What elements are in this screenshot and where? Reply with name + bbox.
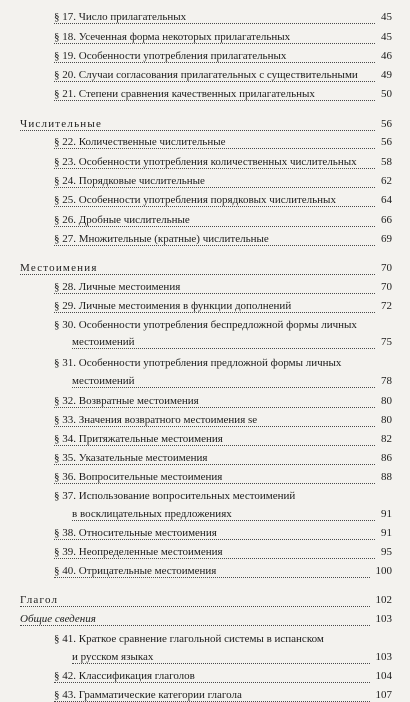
toc-entry-label: § 36. Вопросительные местоимения: [54, 471, 223, 483]
toc-leader-line: [54, 452, 375, 465]
toc-entry-label: § 39. Неопределенные местоимения: [54, 546, 223, 558]
toc-leader-line: [54, 50, 375, 63]
toc-page-number: 49: [381, 69, 392, 81]
toc-leader-line: [54, 175, 375, 188]
toc-leader-line: [54, 11, 375, 24]
toc-entry-label: § 25. Особенности употребления порядковых числительных: [54, 194, 336, 206]
toc-page-number: 70: [381, 281, 392, 293]
toc-page-number: 58: [381, 156, 392, 168]
toc-subsection-title: Общие сведения: [20, 613, 96, 625]
toc-page-number: 69: [381, 233, 392, 245]
toc-section-title: Числительные: [20, 118, 103, 130]
toc-leader-line: [54, 281, 375, 294]
toc-leader-line: [54, 546, 375, 559]
toc-page-number: 70: [381, 262, 392, 274]
toc-entry-label: § 27. Множительные (кратные) числительные: [54, 233, 269, 245]
toc-page-number: 56: [381, 118, 392, 130]
toc-entry-label: § 31. Особенности употребления предложной формы личных: [54, 357, 342, 369]
toc-page-number: 102: [375, 594, 392, 606]
toc-entry-label: § 21. Степени сравнения качественных прилагательных: [54, 88, 315, 100]
toc-entry-label: § 23. Особенности употребления количественных числительных: [54, 156, 357, 168]
toc-page-number: 62: [381, 175, 392, 187]
toc-entry-label: § 42. Классификация глаголов: [54, 670, 195, 682]
toc-leader-line: [20, 594, 370, 607]
toc-page-number: 50: [381, 88, 392, 100]
toc-entry-label: § 34. Притяжательные местоимения: [54, 433, 223, 445]
toc-leader-line: [54, 395, 375, 408]
toc-leader-line: [54, 471, 375, 484]
toc-page-number: 75: [381, 336, 392, 348]
toc-leader-line: [54, 300, 375, 313]
toc-leader-line: [54, 156, 375, 169]
toc-leader-line: [20, 613, 370, 626]
toc-leader-line: [54, 414, 375, 427]
toc-page-number: 82: [381, 433, 392, 445]
toc-leader-line: [54, 136, 375, 149]
toc-leader-line: [54, 433, 375, 446]
toc-entry-label: § 43. Грамматические категории глагола: [54, 689, 242, 701]
toc-leader-line: [54, 194, 375, 207]
toc-page-number: 80: [381, 414, 392, 426]
toc-entry-label: § 19. Особенности употребления прилагательных: [54, 50, 287, 62]
toc-leader-line: [54, 670, 370, 683]
toc-page-number: 107: [375, 689, 392, 701]
toc-leader-line: [54, 88, 375, 101]
toc-entry-label: § 24. Порядковые числительные: [54, 175, 205, 187]
toc-section-title: Глагол: [20, 594, 59, 606]
toc-page-number: 80: [381, 395, 392, 407]
toc-leader-line: [20, 118, 375, 131]
toc-page-number: 104: [375, 670, 392, 682]
toc-entry-label: § 35. Указательные местоимения: [54, 452, 208, 464]
toc-entry-label: § 29. Личные местоимения в функции дополнений: [54, 300, 292, 312]
toc-page-number: 64: [381, 194, 392, 206]
toc-entry-label: § 33. Значения возвратного местоимения se: [54, 414, 258, 426]
toc-leader-line: [54, 214, 375, 227]
toc-page-number: 91: [381, 508, 392, 520]
toc-leader-line: [72, 375, 375, 388]
toc-entry-label: § 17. Число прилагательных: [54, 11, 187, 23]
toc-leader-line: [54, 233, 375, 246]
toc-entry-label: § 28. Личные местоимения: [54, 281, 181, 293]
toc-page-number: 46: [381, 50, 392, 62]
toc-entry-label: § 20. Случаи согласования прилагательных с существительными: [54, 69, 358, 81]
toc-page-number: 66: [381, 214, 392, 226]
toc-entry-label: в восклицательных предложениях: [72, 508, 232, 520]
toc-page-number: 45: [381, 31, 392, 43]
toc-page-number: 45: [381, 11, 392, 23]
toc-page-number: 78: [381, 375, 392, 387]
toc-entry-label: § 22. Количественные числительные: [54, 136, 226, 148]
toc-entry-label: § 26. Дробные числительные: [54, 214, 190, 226]
toc-entry-label: § 38. Относительные местоимения: [54, 527, 217, 539]
toc-page-number: 88: [381, 471, 392, 483]
toc-page-number: 100: [375, 565, 392, 577]
toc-entry-label: § 41. Краткое сравнение глагольной системы в испанском: [54, 633, 324, 645]
toc-entry-label: и русском языках: [72, 651, 154, 663]
toc-section-title: Местоимения: [20, 262, 98, 274]
toc-entry-label: § 37. Использование вопросительных местоимений: [54, 490, 296, 502]
toc-leader-line: [54, 689, 370, 702]
toc-page-number: 72: [381, 300, 392, 312]
toc-leader-line: [72, 651, 370, 664]
toc-leader-line: [54, 565, 370, 578]
toc-leader-line: [72, 508, 375, 521]
toc-leader-line: [20, 262, 375, 275]
toc-entry-label: § 18. Усеченная форма некоторых прилагательных: [54, 31, 291, 43]
toc-page-number: 95: [381, 546, 392, 558]
toc-entry-label: § 32. Возвратные местоимения: [54, 395, 199, 407]
toc-entry-label: § 40. Отрицательные местоимения: [54, 565, 217, 577]
toc-page-number: 86: [381, 452, 392, 464]
toc-page-number: 91: [381, 527, 392, 539]
toc-page-number: 103: [375, 651, 392, 663]
toc-leader-line: [72, 336, 375, 349]
toc-page-number: 103: [375, 613, 392, 625]
toc-leader-line: [54, 527, 375, 540]
toc-page-number: 56: [381, 136, 392, 148]
toc-entry-label: местоимений: [72, 375, 135, 387]
toc-leader-line: [54, 31, 375, 44]
toc-leader-line: [54, 69, 375, 82]
toc-entry-label: § 30. Особенности употребления беспредложной формы личных: [54, 319, 357, 331]
toc-entry-label: местоимений: [72, 336, 135, 348]
